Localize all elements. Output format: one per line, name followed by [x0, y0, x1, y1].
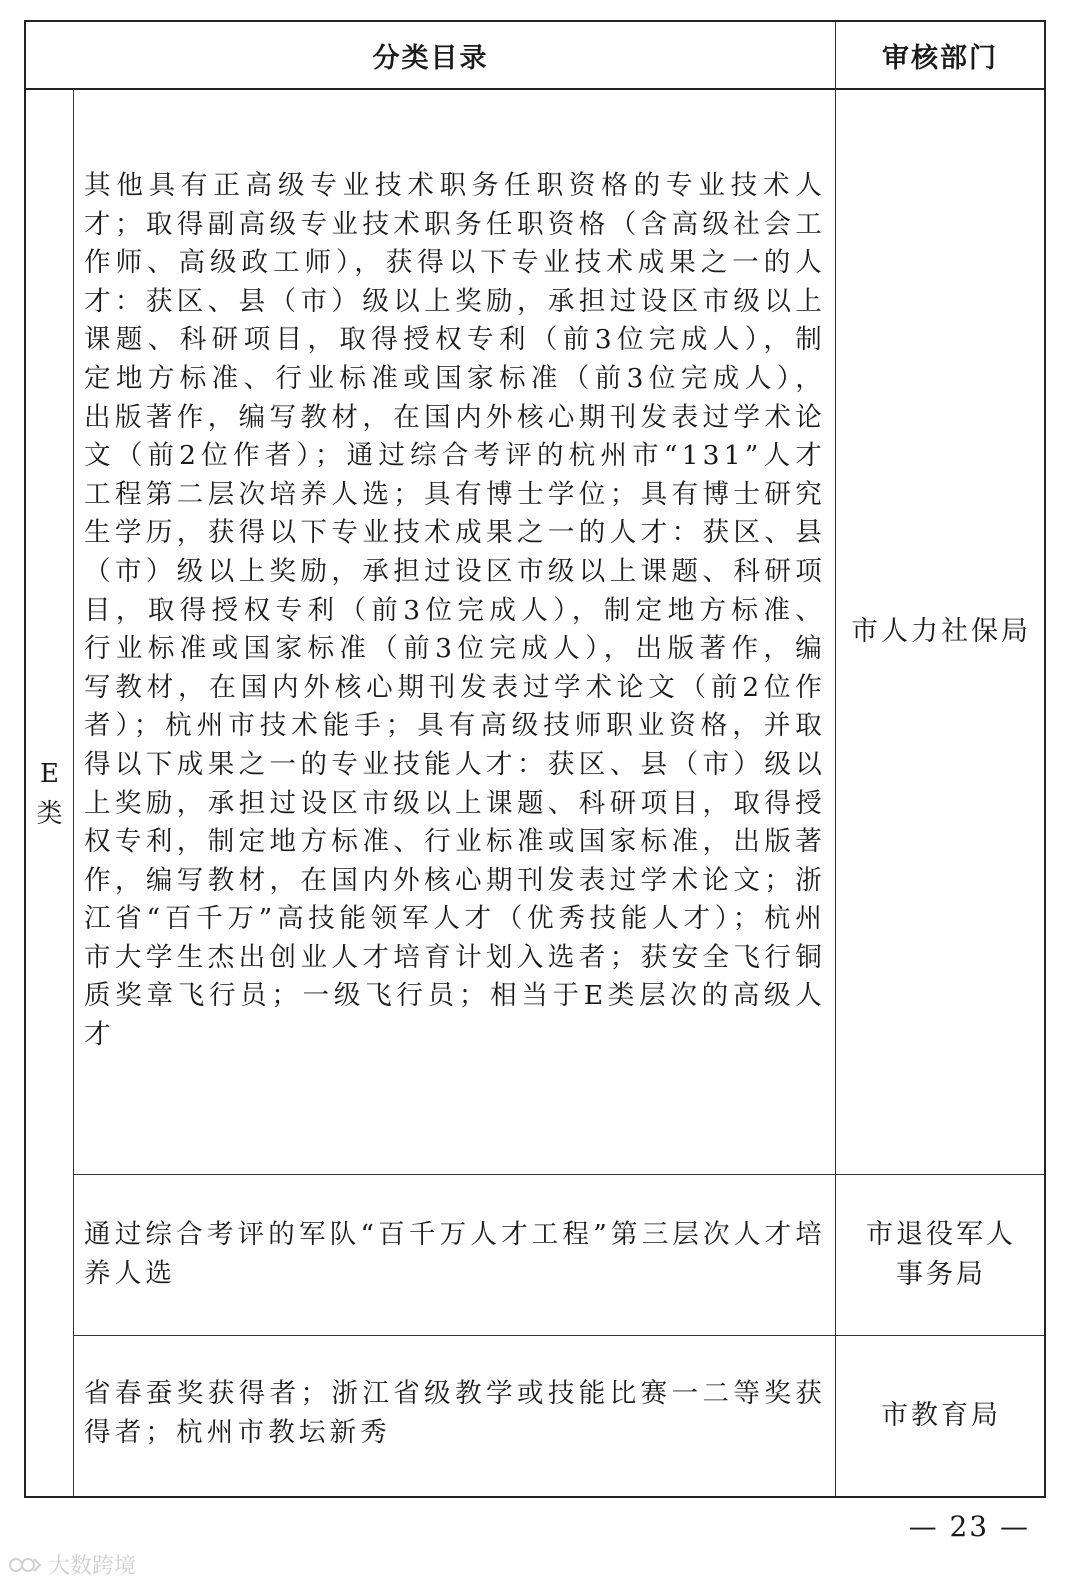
row-3-dept: 市教育局: [881, 1400, 1001, 1431]
category-column-divider: [73, 89, 74, 1496]
header-catalog: [26, 22, 835, 89]
row-1-dept: 市人力社保局: [851, 616, 1031, 647]
row-3-text: 省春蚕奖获得者；浙江省级教学或技能比赛一二等奖获得者；杭州市教坛新秀: [84, 1378, 826, 1448]
watermark-logo-icon: [8, 1554, 42, 1576]
header-catalog-label: 分类目录: [372, 43, 489, 74]
header-dept: [836, 22, 1044, 89]
row-1-text: 其他具有正高级专业技术职务任职资格的专业技术人才；取得副高级专业技术职务任职资格（含高级社会工作师、高级政工师），获得以下专业技术成果之一的人才：获区、县（市）级以上奖励，承担过设区市级以上课题、科研项目，取得授权专利（前3位完成人），制定地方标准、行业标准或国家标准（前3位完成人），出版著作，编写教材，在国内外核心期刊发表过学术论文（前2位作者）；通过综合考评的杭州市“131”人才工程第二层次培养人选；具有博士学位；具有博士研究生学历，获得以下专业技术成果之一的人才：获区、县（市）级以上奖励，承担过设区市级以上课题、科研项目，取得授权专利（前3位完成人），制定地方标准、行业标准或国家标准（前3位完成人），出版著作，编写教材，在国内外核心期刊发表过学术论文（前2位作者）；杭州市技术能手；具有高级技师职业资格，并取得以下成果之一的专业技能人才：获区、县（市）级以上奖励，承担过设区市级以上课题、科研项目，取得授权专利，制定地方标准、行业标准或国家标准，出版著作，编写教材，在国内外核心期刊发表过学术论文；浙江省“百千万”高技能领军人才（优秀技能人才）；杭州市大学生杰出创业人才培育计划入选者；获安全飞行铜质奖章飞行员；一级飞行员；相当于E类层次的高级人才: [84, 170, 826, 1051]
watermark-text: 大数跨境: [48, 1554, 137, 1579]
category-label: [26, 90, 73, 1498]
row-2-dept-line1: 市退役军人: [866, 1219, 1016, 1250]
row-2-dept: [836, 1175, 1046, 1335]
category-letter: E: [40, 759, 59, 789]
row-2-dept-line2: 事务局: [896, 1259, 986, 1290]
catalog-table: [24, 20, 1046, 1498]
row-2-text: 通过综合考评的军队“百千万人才工程”第三层次人才培养人选: [84, 1219, 826, 1289]
header-dept-label: 审核部门: [882, 43, 998, 74]
watermark: [8, 1549, 136, 1580]
page-number: — 23 —: [908, 1510, 1030, 1543]
category-suffix: 类: [36, 799, 63, 829]
